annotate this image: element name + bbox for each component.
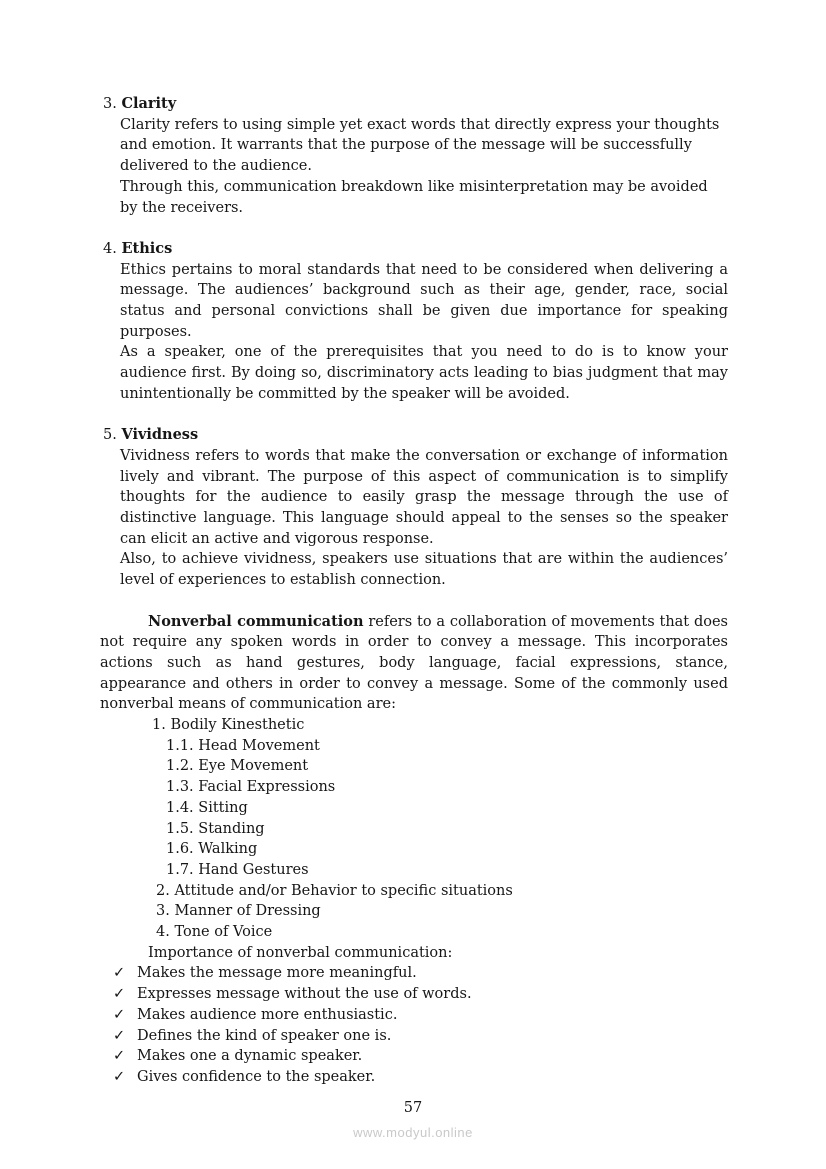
section-number: 3. <box>103 96 117 112</box>
section-paragraph: As a speaker, one of the prerequisites that you need to do is to know your audience first. By doing so, discriminatory acts leading to bias judgment that may unintentionally be committed by the speaker will be avoided. <box>120 344 728 402</box>
checklist-item-text: Defines the kind of speaker one is. <box>137 1027 392 1044</box>
nv-list-item: 4. Tone of Voice <box>156 924 273 941</box>
nv-list-item: 3. Manner of Dressing <box>156 903 321 920</box>
section-title: Vividness <box>121 426 199 444</box>
section-title: Ethics <box>121 239 173 257</box>
section-paragraph: Clarity refers to using simple yet exact words that directly express your thoughts and emotion. It warrants that the purpose of the message will be successfully delivered to the audience. <box>120 116 720 175</box>
nv-list-item: 1. Bodily Kinesthetic <box>152 717 305 734</box>
checklist-item <box>100 1067 728 1088</box>
section-heading-clarity <box>103 94 728 115</box>
checklist-item-text: Expresses message without the use of words. <box>137 986 472 1003</box>
checklist-item <box>100 984 728 1005</box>
section-clarity <box>100 94 728 218</box>
page-content <box>100 94 728 1088</box>
importance-heading: Importance of nonverbal communication: <box>148 944 453 961</box>
checklist-item <box>100 1046 728 1067</box>
checklist-item-text: Makes audience more enthusiastic. <box>137 1006 398 1023</box>
check-icon: ✓ <box>113 1027 126 1044</box>
nv-sub-item: 1.3. Facial Expressions <box>166 779 336 796</box>
nonverbal-lead: Nonverbal communication <box>148 612 364 630</box>
checklist-item-text: Makes the message more meaningful. <box>137 965 417 982</box>
section-paragraph: Also, to achieve vividness, speakers use situations that are within the audiences’ level of experiences to establish connection. <box>120 551 728 589</box>
nv-sub-item: 1.2. Eye Movement <box>166 758 309 775</box>
checklist-item-text: Makes one a dynamic speaker. <box>137 1048 363 1065</box>
section-title: Clarity <box>121 95 177 112</box>
check-icon: ✓ <box>113 1048 126 1065</box>
section-number: 5. <box>103 427 117 444</box>
check-icon: ✓ <box>113 1006 126 1023</box>
nonverbal-rest: refers to a collaboration of movements that does not require any spoken words in order to convey a message. This incorporates actions such as hand gestures, body language, facial expressions, stance, appearance and others in order to convey a message. Some of the commonly used nonverbal means of communication are: <box>100 613 728 713</box>
section-paragraph: Through this, communication breakdown like misinterpretation may be avoided by the receivers. <box>120 178 708 216</box>
nv-sub-item: 1.6. Walking <box>166 841 258 858</box>
section-number: 4. <box>103 240 117 257</box>
page-number: 57 <box>403 1100 423 1116</box>
check-icon: ✓ <box>113 1069 126 1085</box>
checklist-item <box>100 1026 728 1047</box>
watermark: www.modyul.online <box>353 1125 473 1140</box>
nv-sub-item: 1.4. Sitting <box>166 799 248 816</box>
checklist-item-text: Gives confidence to the speaker. <box>137 1069 376 1085</box>
checklist-item <box>100 1005 728 1026</box>
section-vividness <box>100 425 728 591</box>
nv-list-item: 2. Attitude and/or Behavior to specific situations <box>156 882 513 899</box>
nv-sub-item: 1.5. Standing <box>166 820 265 837</box>
section-paragraph: Vividness refers to words that make the conversation or exchange of information lively and vibrant. The purpose of this aspect of communication is to simplify thoughts for the audience to easily grasp the message through the use of distinctive language. This language should appeal to the senses so the speaker can elicit an active and vigorous response. <box>120 447 728 547</box>
checklist-item <box>100 963 728 984</box>
section-heading-ethics <box>103 239 728 260</box>
section-ethics <box>100 239 728 405</box>
nv-sub-item: 1.1. Head Movement <box>166 737 320 754</box>
check-icon: ✓ <box>113 965 126 982</box>
nv-sub-item: 1.7. Hand Gestures <box>166 861 309 878</box>
check-icon: ✓ <box>113 986 126 1003</box>
section-heading-vividness <box>103 425 728 446</box>
section-paragraph: Ethics pertains to moral standards that need to be considered when delivering a message. The audiences’ background such as their age, gender, race, social status and personal convictions shall be given due importance for speaking purposes. <box>120 261 728 340</box>
nonverbal-paragraph <box>100 612 728 716</box>
